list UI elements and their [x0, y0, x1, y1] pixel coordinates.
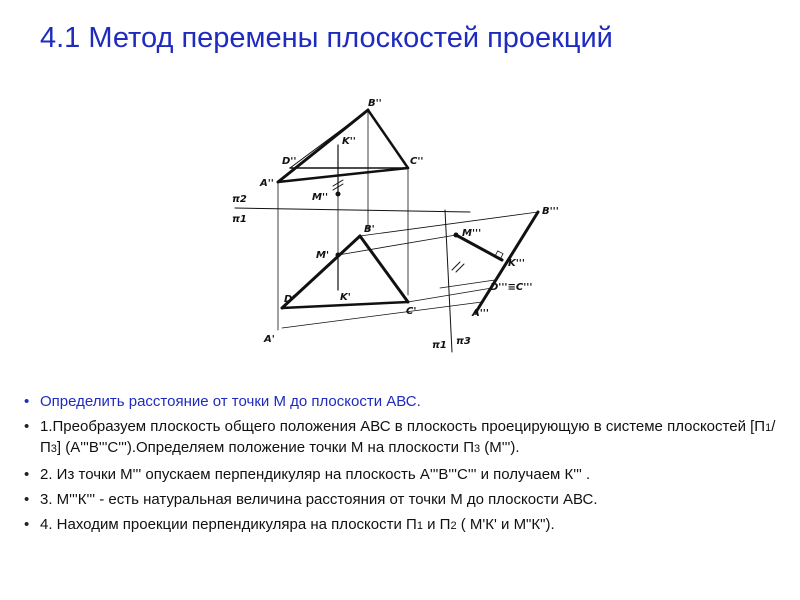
descriptive-geometry-drawing — [220, 90, 580, 370]
label-m1: M' — [316, 250, 330, 261]
label-c1: C' — [406, 306, 417, 317]
label-axis-lower-right: π3 — [456, 336, 471, 347]
proj-c — [408, 288, 492, 302]
label-k3: K''' — [508, 258, 525, 269]
label-axis-lower-left: π1 — [432, 340, 447, 351]
label-a2: A'' — [260, 178, 274, 189]
label-d1: D' — [284, 294, 296, 305]
bullet-item: • Определить расстояние от точки М до плоскости АВС. — [22, 392, 787, 411]
label-k2: K'' — [342, 136, 356, 147]
label-a1: A' — [264, 334, 275, 345]
bullet-item: • 2. Из точки М''' опускаем перпендикуляр на плоскость А'''В'''С''' и получаем К''' . — [22, 465, 787, 484]
label-b3: B''' — [542, 206, 559, 217]
line-b2-d2 — [290, 110, 368, 168]
edge-b1-c1 — [360, 236, 408, 302]
label-d2: D'' — [282, 156, 297, 167]
axis-pi1-pi3 — [445, 210, 452, 352]
label-a3: A''' — [472, 308, 489, 319]
label-m2: M'' — [312, 192, 329, 203]
proj-b — [360, 212, 538, 236]
edge-a3-b3 — [476, 212, 538, 312]
bullet-list — [22, 392, 787, 542]
label-k1: K' — [340, 292, 351, 303]
label-b1: B' — [364, 224, 375, 235]
label-d3c3: D'''≡C''' — [490, 282, 533, 293]
axis-pi2-pi1 — [235, 208, 470, 212]
bullet-item: • 1.Преобразуем плоскость общего положения АВС в плоскость проецирующую в системе плоскостей [П1/П3] (А'''В'''С''').Определяем положение точки М на плоскости П3 (М'''). — [22, 417, 787, 459]
label-b2: B'' — [368, 98, 382, 109]
edge-b2-c2 — [368, 110, 408, 168]
bullet-item: • 3. М'''К''' - есть натуральная величина расстояния от точки М до плоскости АВС. — [22, 490, 787, 509]
label-m3: M''' — [462, 228, 482, 239]
label-c2: C'' — [410, 156, 424, 167]
slide-title: 4.1 Метод перемены плоскостей проекций — [40, 22, 613, 54]
label-axis-upper-bottom: π1 — [232, 214, 247, 225]
bullet-item: • 4. Находим проекции перпендикуляра на плоскости П1 и П2 ( М'К' и М"К"). — [22, 515, 787, 536]
label-axis-upper-top: π2 — [232, 194, 247, 205]
